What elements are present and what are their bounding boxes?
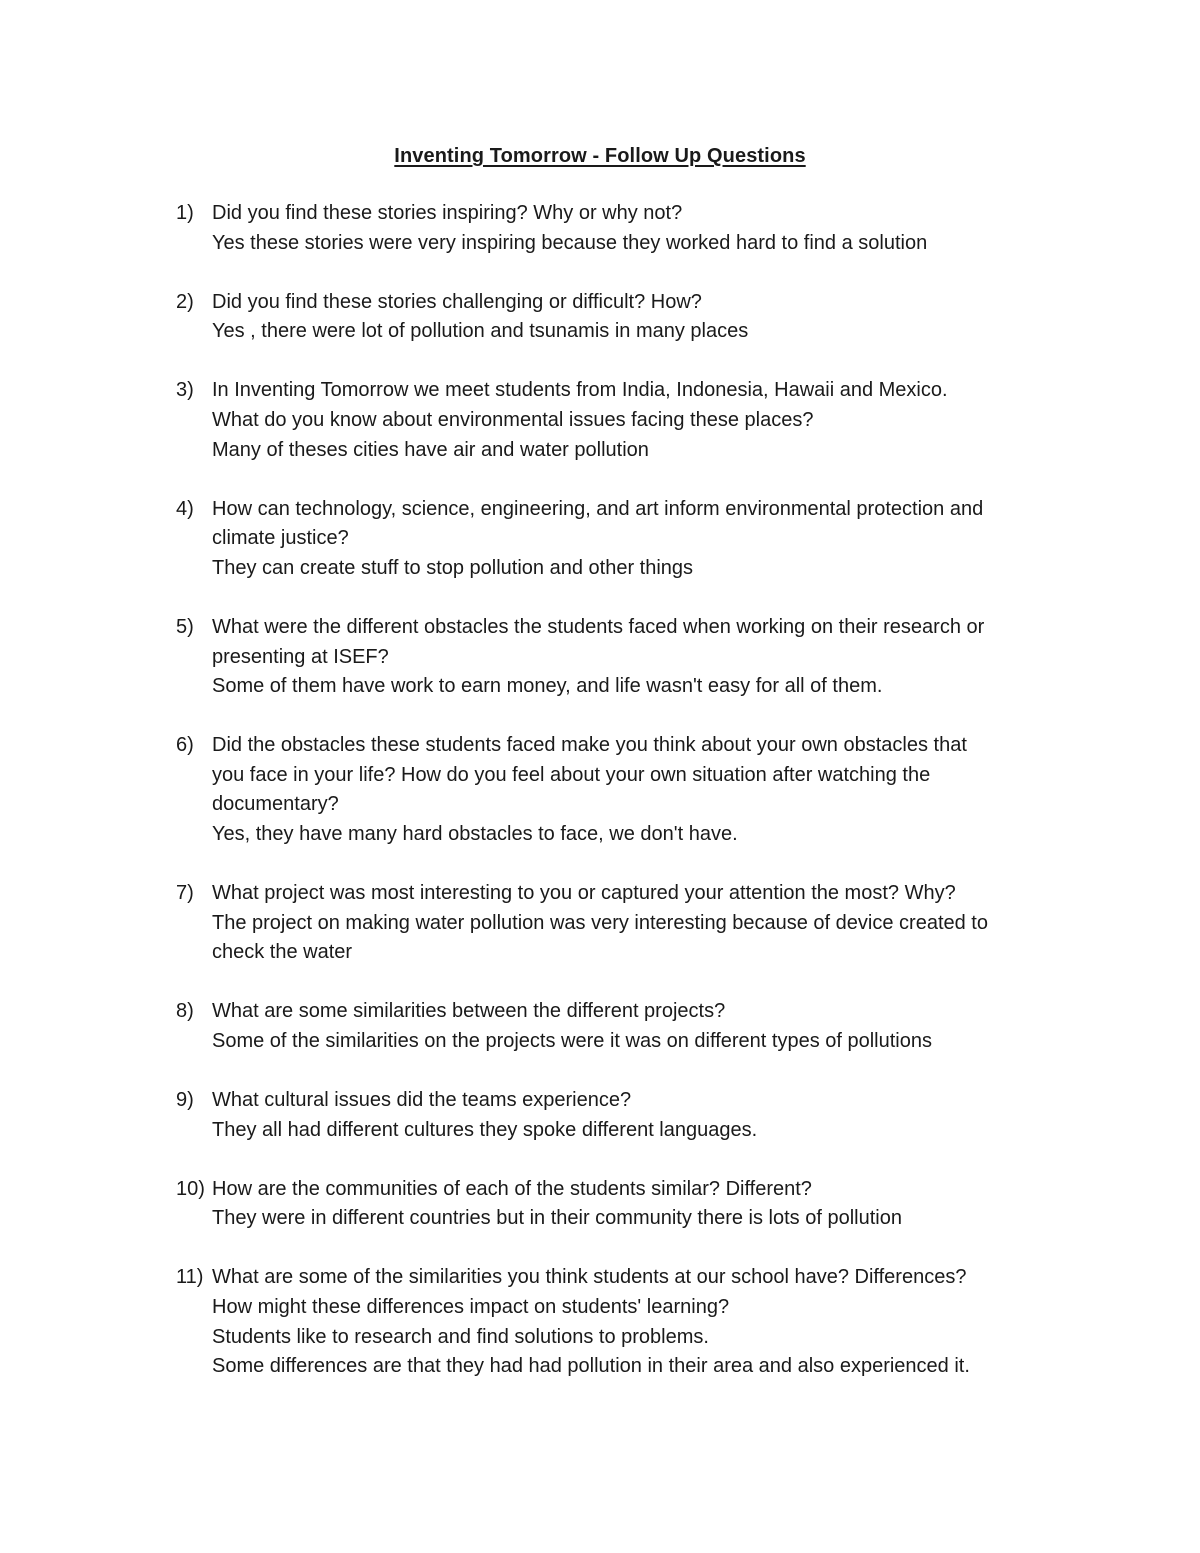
question-item [176, 1175, 1076, 1234]
question-number: 3) [176, 379, 194, 402]
document-title: Inventing Tomorrow - Follow Up Questions [394, 145, 806, 167]
question-text: How are the communities of each of the students similar? Different? [212, 1177, 812, 1200]
question-line: They can create stuff to stop pollution and other things [212, 556, 694, 579]
question-number: 6) [176, 734, 194, 757]
question-line: documentary? [212, 793, 339, 816]
question-text: What cultural issues did the teams experience? [212, 1089, 632, 1112]
question-number: 4) [176, 497, 194, 520]
question-number: 1) [176, 202, 194, 224]
question-line: Some differences are that they had had pollution in their area and also experienced it. [212, 1355, 970, 1378]
question-line: How might these differences impact on students' learning? [212, 1296, 730, 1319]
question-item [176, 495, 1076, 584]
question-line: you face in your life? How do you feel about your own situation after watching the [212, 763, 931, 786]
question-line: Some of them have work to earn money, and life wasn't easy for all of them. [212, 675, 883, 698]
question-text: What project was most interesting to you or captured your attention the most? Why? [212, 882, 956, 905]
question-text: Did the obstacles these students faced make you think about your own obstacles that [212, 734, 967, 757]
question-line: climate justice? [212, 527, 349, 550]
question-number: 2) [176, 290, 194, 313]
question-item [176, 613, 1076, 702]
question-number: 5) [176, 615, 194, 638]
question-item [176, 997, 1076, 1056]
question-item [176, 879, 1076, 968]
question-item [176, 199, 1076, 258]
question-number: 8) [176, 1000, 194, 1023]
question-line: Students like to research and find solutions to problems. [212, 1325, 709, 1348]
question-text: What were the different obstacles the students faced when working on their research or [212, 615, 985, 638]
question-text: What are some similarities between the different projects? [212, 1000, 726, 1023]
question-text: In Inventing Tomorrow we meet students from India, Indonesia, Hawaii and Mexico. [212, 379, 948, 402]
question-item [176, 731, 1076, 849]
question-line: Yes these stories were very inspiring because they worked hard to find a solution [212, 231, 928, 254]
question-text: Did you find these stories challenging or difficult? How? [212, 290, 702, 313]
question-number: 9) [176, 1089, 194, 1112]
question-line: check the water [212, 941, 353, 964]
question-line: What do you know about environmental issues facing these places? [212, 408, 814, 431]
question-line: They all had different cultures they spoke different languages. [212, 1118, 758, 1141]
question-list [176, 199, 1076, 1411]
question-line: They were in different countries but in their community there is lots of pollution [212, 1207, 902, 1230]
question-line: presenting at ISEF? [212, 645, 389, 668]
question-item [176, 1086, 1076, 1145]
question-line: The project on making water pollution was very interesting because of device created to [212, 911, 988, 934]
question-text: How can technology, science, engineering, and art inform environmental protection and [212, 497, 984, 520]
question-number: 7) [176, 882, 194, 905]
question-line: Many of theses cities have air and water pollution [212, 438, 649, 461]
question-number: 11) [176, 1266, 204, 1289]
question-item [176, 1263, 1076, 1381]
question-number: 10) [176, 1177, 205, 1200]
question-text: What are some of the similarities you think students at our school have? Differences? [212, 1266, 967, 1289]
question-line: Some of the similarities on the projects were it was on different types of pollutions [212, 1029, 932, 1052]
question-text: Did you find these stories inspiring? Why or why not? [212, 202, 683, 224]
question-item [176, 376, 1076, 465]
question-line: Yes , there were lot of pollution and tsunamis in many places [212, 320, 749, 343]
question-line: Yes, they have many hard obstacles to face, we don't have. [212, 823, 738, 845]
question-item [176, 288, 1076, 347]
